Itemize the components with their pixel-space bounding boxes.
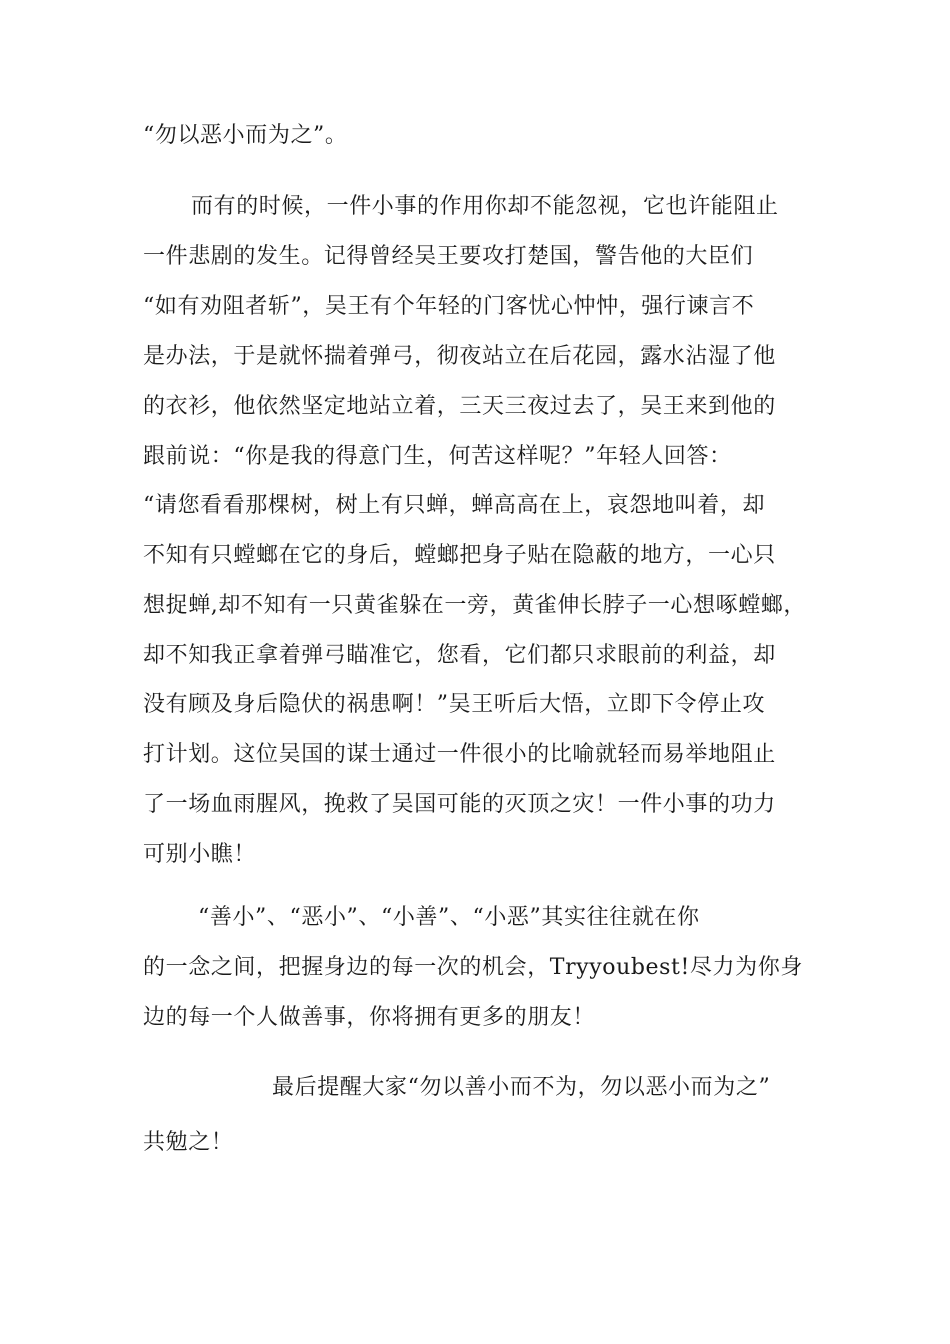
text-line: 的衣衫，他依然坚定地站立着，三天三夜过去了，吴王来到他的: [143, 394, 776, 419]
text-line: “善小”、“恶小”、“小善”、“小恶”其实往往就在你: [198, 905, 700, 930]
text-line: 共勉之！: [143, 1130, 234, 1155]
text-line: 打计划。这位吴国的谋士通过一件很小的比喻就轻而易举地阻止: [143, 742, 776, 767]
text-line: 一件悲剧的发生。记得曾经吴王要攻打楚国，警告他的大臣们: [143, 244, 754, 269]
text-line: 跟前说：“你是我的得意门生，何苦这样呢？”年轻人回答：: [143, 444, 732, 469]
text-line: “勿以恶小而为之”。: [143, 123, 348, 148]
text-line: 是办法，于是就怀揣着弹弓，彻夜站立在后花园，露水沾湿了他: [143, 344, 776, 369]
text-line: 最后提醒大家“勿以善小而不为，勿以恶小而为之”: [272, 1075, 771, 1100]
text-line: “请您看看那棵树，树上有只蝉，蝉高高在上，哀怨地叫着，却: [143, 493, 766, 518]
text-line: 可别小瞧！: [143, 842, 257, 867]
text-line: “如有劝阻者斩”，吴王有个年轻的门客忧心忡忡，强行谏言不: [143, 294, 755, 319]
text-line: 想捉蝉,却不知有一只黄雀躲在一旁，黄雀伸长脖子一心想啄螳螂，: [143, 593, 806, 618]
text-line: 却不知我正拿着弹弓瞄准它，您看，它们都只求眼前的利益，却: [143, 643, 776, 668]
text-line: 不知有只螳螂在它的身后，螳螂把身子贴在隐蔽的地方，一心只: [143, 543, 776, 568]
text-line: 边的每一个人做善事，你将拥有更多的朋友！: [143, 1005, 596, 1030]
text-line: 了一场血雨腥风，挽救了吴国可能的灭顶之灾！一件小事的功力: [143, 792, 776, 817]
text-line: 而有的时候，一件小事的作用你却不能忽视，它也许能阻止: [191, 194, 779, 219]
text-line: 没有顾及身后隐伏的祸患啊！”吴王听后大悟，立即下令停止攻: [143, 692, 766, 717]
text-line: 的一念之间，把握身边的每一次的机会，Tryyoubest!尽力为你身: [143, 955, 803, 980]
